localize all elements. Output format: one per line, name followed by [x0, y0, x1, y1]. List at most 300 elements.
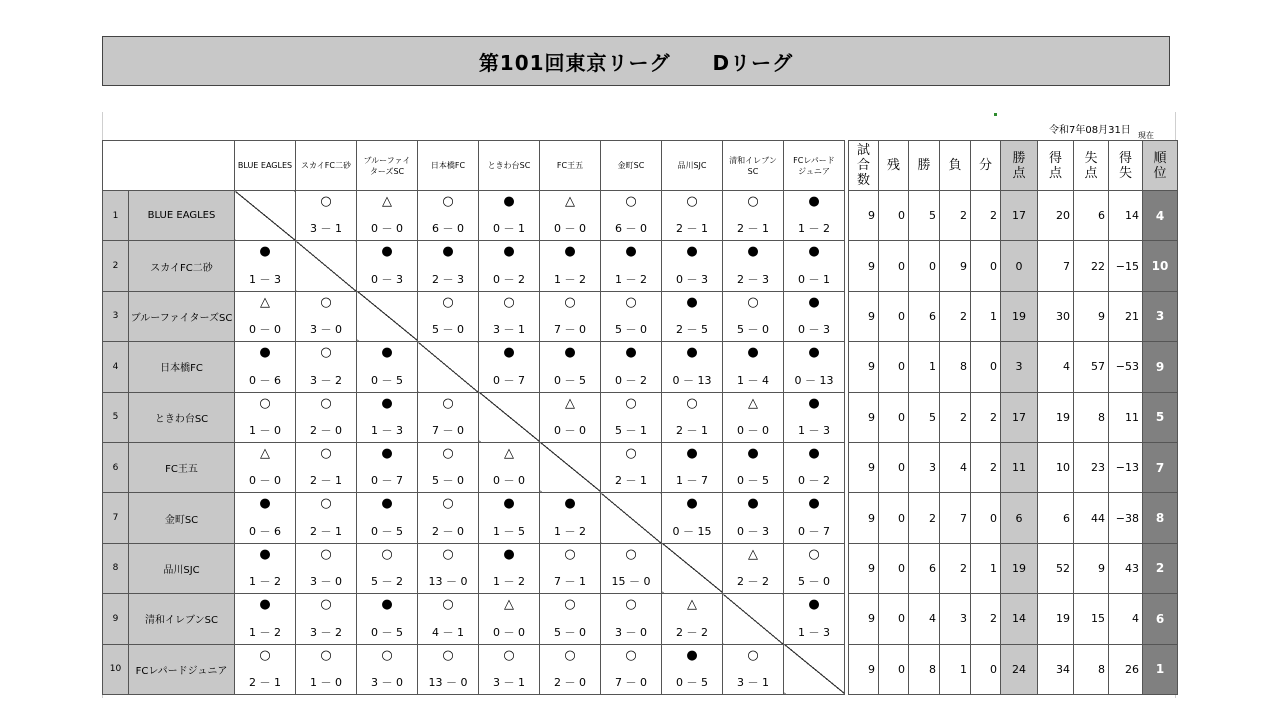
wins-cell: 4 — [909, 594, 940, 644]
match-score: 0 － 13 — [672, 373, 712, 387]
match-score: 0 － 0 — [371, 222, 403, 236]
result-symbol: ○ — [747, 194, 759, 209]
rank-cell: 3 — [1143, 291, 1178, 341]
table-row — [103, 241, 1178, 291]
match-score: 0 － 5 — [554, 373, 586, 387]
games-played-cell: 9 — [849, 594, 879, 644]
match-cell — [418, 594, 479, 644]
remaining-cell: 0 — [879, 191, 909, 241]
match-cell — [601, 191, 662, 241]
goal-difference-cell: −53 — [1109, 342, 1143, 392]
match-cell — [235, 594, 296, 644]
losses-cell: 8 — [940, 342, 971, 392]
remaining-cell: 0 — [879, 442, 909, 492]
result-symbol: ● — [747, 345, 759, 361]
match-score: 2 － 3 — [432, 272, 464, 286]
result-symbol: ● — [747, 445, 759, 461]
match-cell — [540, 392, 601, 442]
self-match-cell — [235, 191, 296, 241]
match-score: 0 － 7 — [493, 373, 525, 387]
result-symbol: ● — [564, 244, 576, 260]
points-cell: 24 — [1001, 644, 1038, 694]
team-header: 品川SJC — [662, 141, 723, 191]
games-played-cell: 9 — [849, 342, 879, 392]
match-cell — [418, 392, 479, 442]
rank-cell: 8 — [1143, 493, 1178, 543]
match-cell — [235, 342, 296, 392]
match-cell — [540, 291, 601, 341]
match-cell — [723, 644, 784, 694]
match-cell — [784, 392, 845, 442]
match-cell — [601, 442, 662, 492]
table-row — [103, 191, 1178, 241]
match-cell — [540, 644, 601, 694]
match-cell — [235, 644, 296, 694]
match-score: 0 － 0 — [554, 222, 586, 236]
remaining-cell: 0 — [879, 342, 909, 392]
match-cell — [723, 543, 784, 593]
match-cell — [601, 241, 662, 291]
row-number: 5 — [103, 392, 129, 442]
row-number: 2 — [103, 241, 129, 291]
result-symbol: △ — [504, 445, 514, 461]
goals-against-cell: 44 — [1074, 493, 1109, 543]
match-cell — [662, 291, 723, 341]
match-cell — [418, 543, 479, 593]
match-score: 0 － 0 — [554, 423, 586, 437]
goals-for-cell: 20 — [1038, 191, 1074, 241]
games-played-cell: 9 — [849, 644, 879, 694]
result-symbol: ○ — [625, 647, 637, 663]
match-cell — [296, 543, 357, 593]
result-symbol: ● — [808, 445, 820, 461]
match-score: 0 － 7 — [371, 474, 403, 488]
header-corner — [103, 141, 235, 191]
match-cell — [479, 543, 540, 593]
result-symbol: ● — [808, 395, 820, 411]
match-cell — [235, 543, 296, 593]
match-score: 7 － 0 — [554, 323, 586, 337]
result-symbol: ● — [686, 496, 698, 512]
match-score: 3 － 2 — [310, 373, 342, 387]
losses-cell: 4 — [940, 442, 971, 492]
result-symbol: ○ — [625, 546, 637, 562]
match-score: 5 － 2 — [371, 575, 403, 589]
match-cell — [723, 493, 784, 543]
match-score: 1 － 7 — [676, 474, 708, 488]
match-score: 1 － 5 — [493, 524, 525, 538]
match-cell — [723, 291, 784, 341]
match-score: 2 － 0 — [310, 423, 342, 437]
self-match-cell — [540, 442, 601, 492]
draws-cell: 0 — [971, 241, 1001, 291]
table-row — [103, 543, 1178, 593]
match-cell — [357, 543, 418, 593]
match-score: 0 － 7 — [798, 524, 830, 538]
stat-header: 失 点 — [1074, 141, 1109, 191]
row-number: 1 — [103, 191, 129, 241]
match-cell — [418, 493, 479, 543]
result-symbol: △ — [382, 194, 392, 209]
match-score: 0 － 6 — [249, 524, 281, 538]
match-cell — [235, 392, 296, 442]
result-symbol: ● — [686, 244, 698, 260]
row-number: 7 — [103, 493, 129, 543]
result-symbol: ● — [381, 445, 393, 461]
games-played-cell: 9 — [849, 241, 879, 291]
points-cell: 19 — [1001, 291, 1038, 341]
goal-difference-cell: 11 — [1109, 392, 1143, 442]
match-cell — [784, 342, 845, 392]
row-number: 8 — [103, 543, 129, 593]
match-cell — [357, 594, 418, 644]
match-cell — [662, 644, 723, 694]
goals-against-cell: 15 — [1074, 594, 1109, 644]
draws-cell: 1 — [971, 543, 1001, 593]
match-score: 5 － 0 — [615, 323, 647, 337]
wins-cell: 6 — [909, 291, 940, 341]
match-score: 1 － 4 — [737, 373, 769, 387]
match-cell — [601, 594, 662, 644]
match-cell — [784, 291, 845, 341]
losses-cell: 2 — [940, 191, 971, 241]
match-cell — [357, 644, 418, 694]
result-symbol: ● — [686, 445, 698, 461]
table-row — [103, 644, 1178, 694]
match-score: 3 － 1 — [737, 675, 769, 689]
remaining-cell: 0 — [879, 392, 909, 442]
match-cell — [235, 493, 296, 543]
wins-cell: 5 — [909, 191, 940, 241]
match-score: 0 － 3 — [371, 272, 403, 286]
team-header: ときわ台SC — [479, 141, 540, 191]
games-played-cell: 9 — [849, 392, 879, 442]
result-symbol: △ — [260, 294, 270, 310]
goals-against-cell: 8 — [1074, 644, 1109, 694]
match-score: 7 － 0 — [615, 675, 647, 689]
wins-cell: 2 — [909, 493, 940, 543]
match-cell — [479, 342, 540, 392]
wins-cell: 1 — [909, 342, 940, 392]
match-score: 7 － 0 — [432, 423, 464, 437]
match-cell — [357, 191, 418, 241]
league-table — [102, 140, 1178, 695]
team-header: ブルーファイ ターズSC — [357, 141, 418, 191]
result-symbol: ● — [808, 294, 820, 310]
match-score: 2 － 5 — [676, 323, 708, 337]
row-number: 4 — [103, 342, 129, 392]
match-score: 2 － 3 — [737, 272, 769, 286]
result-symbol: ○ — [442, 395, 454, 411]
goal-difference-cell: −38 — [1109, 493, 1143, 543]
result-symbol: ● — [381, 597, 393, 613]
result-symbol: ● — [503, 496, 515, 512]
match-score: 0 － 5 — [371, 524, 403, 538]
result-symbol: ● — [686, 647, 698, 663]
match-cell — [601, 392, 662, 442]
match-score: 1 － 2 — [249, 625, 281, 639]
table-row — [103, 442, 1178, 492]
remaining-cell: 0 — [879, 493, 909, 543]
result-symbol: △ — [687, 597, 697, 613]
goals-for-cell: 19 — [1038, 594, 1074, 644]
games-played-cell: 9 — [849, 543, 879, 593]
wins-cell: 0 — [909, 241, 940, 291]
match-cell — [235, 442, 296, 492]
result-symbol: ○ — [442, 194, 454, 209]
match-cell — [357, 442, 418, 492]
match-score: 1 － 2 — [493, 575, 525, 589]
match-cell — [296, 594, 357, 644]
match-score: 1 － 2 — [615, 272, 647, 286]
result-symbol: ○ — [564, 294, 576, 310]
stat-header: 分 — [971, 141, 1001, 191]
match-score: 5 － 1 — [615, 423, 647, 437]
games-played-cell: 9 — [849, 442, 879, 492]
result-symbol: ● — [808, 597, 820, 613]
draws-cell: 2 — [971, 392, 1001, 442]
self-match-cell — [723, 594, 784, 644]
match-cell — [784, 493, 845, 543]
team-name: BLUE EAGLES — [129, 191, 235, 241]
team-name: 品川SJC — [129, 543, 235, 593]
result-symbol: ○ — [564, 597, 576, 613]
result-symbol: ● — [625, 244, 637, 260]
match-score: 0 － 0 — [249, 474, 281, 488]
table-row — [103, 594, 1178, 644]
match-cell — [296, 191, 357, 241]
match-cell — [357, 392, 418, 442]
remaining-cell: 0 — [879, 644, 909, 694]
match-score: 2 － 2 — [737, 575, 769, 589]
rank-cell: 10 — [1143, 241, 1178, 291]
match-score: 0 － 5 — [371, 625, 403, 639]
match-score: 3 － 1 — [310, 222, 342, 236]
goal-difference-cell: 4 — [1109, 594, 1143, 644]
goal-difference-cell: 43 — [1109, 543, 1143, 593]
result-symbol: ● — [503, 244, 515, 260]
match-score: 3 － 0 — [310, 323, 342, 337]
goal-difference-cell: −13 — [1109, 442, 1143, 492]
remaining-cell: 0 — [879, 543, 909, 593]
match-score: 0 － 3 — [737, 524, 769, 538]
match-score: 1 － 3 — [798, 625, 830, 639]
stat-header: 試 合 数 — [849, 141, 879, 191]
rank-cell: 9 — [1143, 342, 1178, 392]
match-score: 1 － 3 — [798, 423, 830, 437]
goals-against-cell: 8 — [1074, 392, 1109, 442]
team-header: 日本橋FC — [418, 141, 479, 191]
result-symbol: ○ — [442, 597, 454, 613]
stat-header: 得 失 — [1109, 141, 1143, 191]
match-score: 2 － 1 — [676, 222, 708, 236]
table-body — [103, 141, 1178, 695]
match-cell — [784, 543, 845, 593]
match-score: 5 － 0 — [554, 625, 586, 639]
match-cell — [723, 442, 784, 492]
match-score: 5 － 0 — [737, 323, 769, 337]
match-cell — [418, 291, 479, 341]
match-score: 0 － 0 — [493, 474, 525, 488]
match-cell — [418, 442, 479, 492]
goals-for-cell: 19 — [1038, 392, 1074, 442]
match-cell — [479, 241, 540, 291]
match-score: 0 － 13 — [794, 373, 834, 387]
match-cell — [479, 191, 540, 241]
page-title: 第101回東京リーグ Dリーグ — [478, 50, 794, 75]
result-symbol: △ — [260, 445, 270, 461]
match-score: 5 － 0 — [432, 323, 464, 337]
self-match-cell — [479, 392, 540, 442]
match-score: 2 － 0 — [554, 675, 586, 689]
match-cell — [540, 543, 601, 593]
row-number: 9 — [103, 594, 129, 644]
goals-for-cell: 6 — [1038, 493, 1074, 543]
rank-cell: 4 — [1143, 191, 1178, 241]
match-score: 4 － 1 — [432, 625, 464, 639]
result-symbol: ○ — [320, 546, 332, 562]
match-score: 0 － 1 — [798, 272, 830, 286]
result-symbol: ○ — [503, 647, 515, 663]
match-score: 3 － 0 — [615, 625, 647, 639]
match-score: 3 － 1 — [493, 675, 525, 689]
points-cell: 17 — [1001, 392, 1038, 442]
rank-cell: 1 — [1143, 644, 1178, 694]
title-banner — [102, 36, 1170, 86]
match-cell — [601, 291, 662, 341]
result-symbol: ○ — [686, 395, 698, 411]
match-cell — [723, 191, 784, 241]
remaining-cell: 0 — [879, 594, 909, 644]
wins-cell: 5 — [909, 392, 940, 442]
match-cell — [784, 594, 845, 644]
match-cell — [662, 241, 723, 291]
self-match-cell — [418, 342, 479, 392]
goals-for-cell: 4 — [1038, 342, 1074, 392]
match-score: 6 － 0 — [432, 222, 464, 236]
match-cell — [479, 644, 540, 694]
match-score: 15 － 0 — [611, 575, 651, 589]
team-name: 清和イレブンSC — [129, 594, 235, 644]
header-row — [103, 141, 1178, 191]
result-symbol: ○ — [625, 597, 637, 613]
stat-header: 勝 点 — [1001, 141, 1038, 191]
match-score: 1 － 2 — [249, 575, 281, 589]
goals-against-cell: 9 — [1074, 543, 1109, 593]
result-symbol: ○ — [442, 546, 454, 562]
match-score: 3 － 0 — [310, 575, 342, 589]
result-symbol: ○ — [320, 445, 332, 461]
remaining-cell: 0 — [879, 291, 909, 341]
match-score: 0 － 5 — [676, 675, 708, 689]
table-row — [103, 342, 1178, 392]
team-name: 金町SC — [129, 493, 235, 543]
result-symbol: ● — [503, 194, 515, 209]
match-cell — [784, 241, 845, 291]
team-header: スカイFC二砂 — [296, 141, 357, 191]
result-symbol: ● — [686, 345, 698, 361]
match-score: 0 － 3 — [676, 272, 708, 286]
losses-cell: 9 — [940, 241, 971, 291]
match-cell — [296, 291, 357, 341]
self-match-cell — [662, 543, 723, 593]
team-name: FC王五 — [129, 442, 235, 492]
points-cell: 17 — [1001, 191, 1038, 241]
result-symbol: ○ — [320, 496, 332, 512]
result-symbol: ● — [564, 345, 576, 361]
result-symbol: ● — [381, 244, 393, 260]
rank-cell: 2 — [1143, 543, 1178, 593]
match-cell — [357, 493, 418, 543]
result-symbol: ○ — [381, 546, 393, 562]
games-played-cell: 9 — [849, 191, 879, 241]
goals-against-cell: 23 — [1074, 442, 1109, 492]
match-cell — [479, 493, 540, 543]
result-symbol: ○ — [320, 597, 332, 613]
result-symbol: ● — [259, 345, 271, 361]
draws-cell: 0 — [971, 493, 1001, 543]
team-header: BLUE EAGLES — [235, 141, 296, 191]
result-symbol: ○ — [320, 345, 332, 361]
losses-cell: 2 — [940, 291, 971, 341]
match-score: 0 － 6 — [249, 373, 281, 387]
result-symbol: △ — [748, 395, 758, 411]
result-symbol: ○ — [686, 194, 698, 209]
rank-cell: 5 — [1143, 392, 1178, 442]
draws-cell: 0 — [971, 644, 1001, 694]
result-symbol: ○ — [381, 647, 393, 663]
result-symbol: ● — [259, 244, 271, 260]
goals-for-cell: 7 — [1038, 241, 1074, 291]
result-symbol: ○ — [259, 395, 271, 411]
wins-cell: 8 — [909, 644, 940, 694]
result-symbol: ○ — [320, 294, 332, 310]
goal-difference-cell: 26 — [1109, 644, 1143, 694]
match-score: 13 － 0 — [428, 575, 468, 589]
result-symbol: △ — [565, 194, 575, 209]
table-row — [103, 493, 1178, 543]
match-cell — [662, 442, 723, 492]
match-cell — [479, 442, 540, 492]
result-symbol: ○ — [320, 395, 332, 411]
result-symbol: ● — [808, 244, 820, 260]
match-cell — [296, 493, 357, 543]
match-cell — [723, 342, 784, 392]
match-cell — [296, 392, 357, 442]
match-cell — [723, 392, 784, 442]
wins-cell: 6 — [909, 543, 940, 593]
goals-for-cell: 34 — [1038, 644, 1074, 694]
row-number: 10 — [103, 644, 129, 694]
result-symbol: ○ — [625, 294, 637, 310]
match-score: 2 － 1 — [310, 524, 342, 538]
result-symbol: ● — [442, 244, 454, 260]
cell-marker — [994, 113, 997, 116]
match-cell — [662, 392, 723, 442]
match-score: 2 － 1 — [310, 474, 342, 488]
match-cell — [540, 493, 601, 543]
match-cell — [601, 342, 662, 392]
result-symbol: ● — [808, 194, 820, 209]
match-score: 3 － 1 — [493, 323, 525, 337]
self-match-cell — [784, 644, 845, 694]
result-symbol: ○ — [442, 647, 454, 663]
result-symbol: ● — [686, 294, 698, 310]
match-score: 1 － 3 — [249, 272, 281, 286]
match-score: 1 － 2 — [554, 524, 586, 538]
result-symbol: ● — [259, 496, 271, 512]
table-row — [103, 392, 1178, 442]
